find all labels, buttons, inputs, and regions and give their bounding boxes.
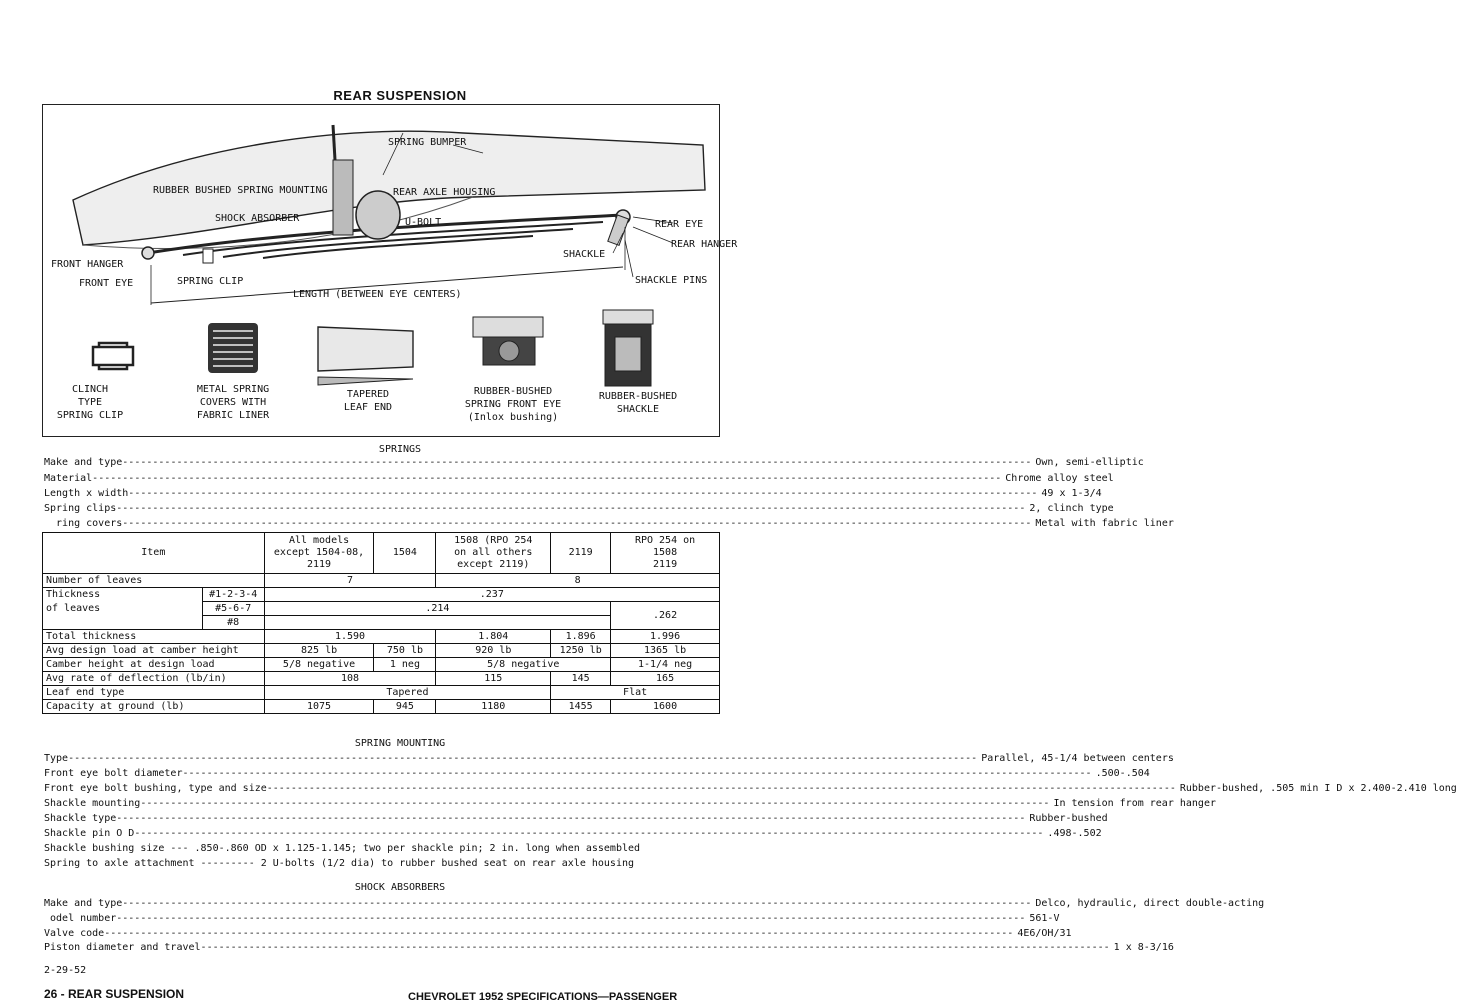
spec-row: Front eye bolt bushing, type and size ----- Rubber-bushed, .505 min I D x 2.400-2.410 long [44,782,720,796]
table-row: Avg design load at camber height 825 lb 750 lb 920 lb 1250 lb 1365 lb [43,644,720,658]
spec-row: Valve code ----- 4E6/OH/31 [44,927,720,941]
part-caption: RUBBER-BUSHED SPRING FRONT EYE (Inlox bushing) [464,386,562,423]
label-front-eye: FRONT EYE [79,278,134,289]
label-front-hanger: FRONT HANGER [51,259,124,270]
header-col5: RPO 254 on 1508 2119 [611,533,720,574]
spec-row: Length x width ----- 49 x 1-3/4 [44,487,720,501]
table-row: of leaves #5-6-7 .214 .262 [43,602,720,616]
mounting-heading: SPRING MOUNTING [354,738,446,749]
springs-table [42,532,720,714]
label-spring-clip: SPRING CLIP [177,276,244,287]
table-row: Capacity at ground (lb) 1075 945 1180 1455 1600 [43,700,720,714]
part-caption: METAL SPRING COVERS WITH FABRIC LINER [196,384,270,421]
date-stamp: 2-29-52 [44,965,87,976]
spec-row: Type ----- Parallel, 45-1/4 between centers [44,752,720,766]
footer-publication: CHEVROLET 1952 SPECIFICATIONS—PASSENGER [408,991,678,1003]
table-row: Camber height at design load 5/8 negative 1 neg 5/8 negative 1-1/4 neg [43,658,720,672]
table-row: Total thickness 1.590 1.804 1.896 1.996 [43,630,720,644]
spec-row: Shackle mounting ----- In tension from rear hanger [44,797,720,811]
suspension-diagram [42,104,738,437]
spec-row: Shackle bushing size --- .850-.860 OD x 1.125-1.145; two per shackle pin; 2 in. long when assembled [44,843,641,854]
label-shackle-pins: SHACKLE PINS [635,275,708,286]
spec-row: odel number ----- 561-V [44,912,720,926]
footer-page-label: 26 - REAR SUSPENSION [44,987,185,1001]
page-title: REAR SUSPENSION [333,88,467,103]
header-col2: 1504 [374,533,436,574]
table-row: Avg rate of deflection (lb/in) 108 115 145 165 [43,672,720,686]
label-shock-absorber: SHOCK ABSORBER [215,213,300,224]
label-shackle: SHACKLE [563,249,606,260]
header-col4: 2119 [551,533,611,574]
spec-row: Make and type ----- Delco, hydraulic, direct double-acting [44,897,720,911]
spec-row: Front eye bolt diameter ----- .500-.504 [44,767,720,781]
header-col1: All models except 1504-08, 2119 [264,533,374,574]
spec-row: Spring clips ----- 2, clinch type [44,502,720,516]
spec-row: Shackle type ----- Rubber-bushed [44,812,720,826]
label-rubber-bushed-mounting: RUBBER BUSHED SPRING MOUNTING [153,185,328,196]
label-length: LENGTH (BETWEEN EYE CENTERS) [293,289,462,300]
shocks-heading: SHOCK ABSORBERS [354,882,446,893]
label-spring-bumper: SPRING BUMPER [388,137,467,148]
label-rear-axle-housing: REAR AXLE HOUSING [393,187,496,198]
table-row: Thickness #1-2-3-4 .237 [43,588,720,602]
part-caption: RUBBER-BUSHED SHACKLE [598,391,678,415]
spec-row: Make and type ----- Own, semi-elliptic [44,456,720,470]
label-rear-hanger: REAR HANGER [671,239,738,250]
part-caption: CLINCH TYPE SPRING CLIP [56,384,124,421]
tapered-leaf-icon [318,327,413,371]
spec-row: Material ----- Chrome alloy steel [44,472,720,486]
spec-row: Piston diameter and travel ----- 1 x 8-3/16 [44,941,720,955]
spec-row: Shackle pin O D ----- .498-.502 [44,827,720,841]
spec-row: ring covers ----- Metal with fabric liner [44,517,720,531]
front-eye-icon [473,317,543,337]
part-caption: TAPERED LEAF END [343,389,393,413]
clinch-clip-icon [93,343,133,369]
springs-heading: SPRINGS [378,444,422,455]
table-row: #8 [43,616,720,630]
label-rear-eye: REAR EYE [655,219,704,230]
header-col3: 1508 (RPO 254 on all others except 2119) [436,533,551,574]
table-row: Leaf end type Tapered Flat [43,686,720,700]
label-u-bolt: U-BOLT [405,217,442,228]
shackle-icon [603,310,653,324]
header-item: Item [43,533,265,574]
table-row: Number of leaves 7 8 [43,574,720,588]
spec-row: Spring to axle attachment --------- 2 U-bolts (1/2 dia) to rubber bushed seat on rear axle housing [44,858,635,869]
table-header-row [43,533,720,574]
